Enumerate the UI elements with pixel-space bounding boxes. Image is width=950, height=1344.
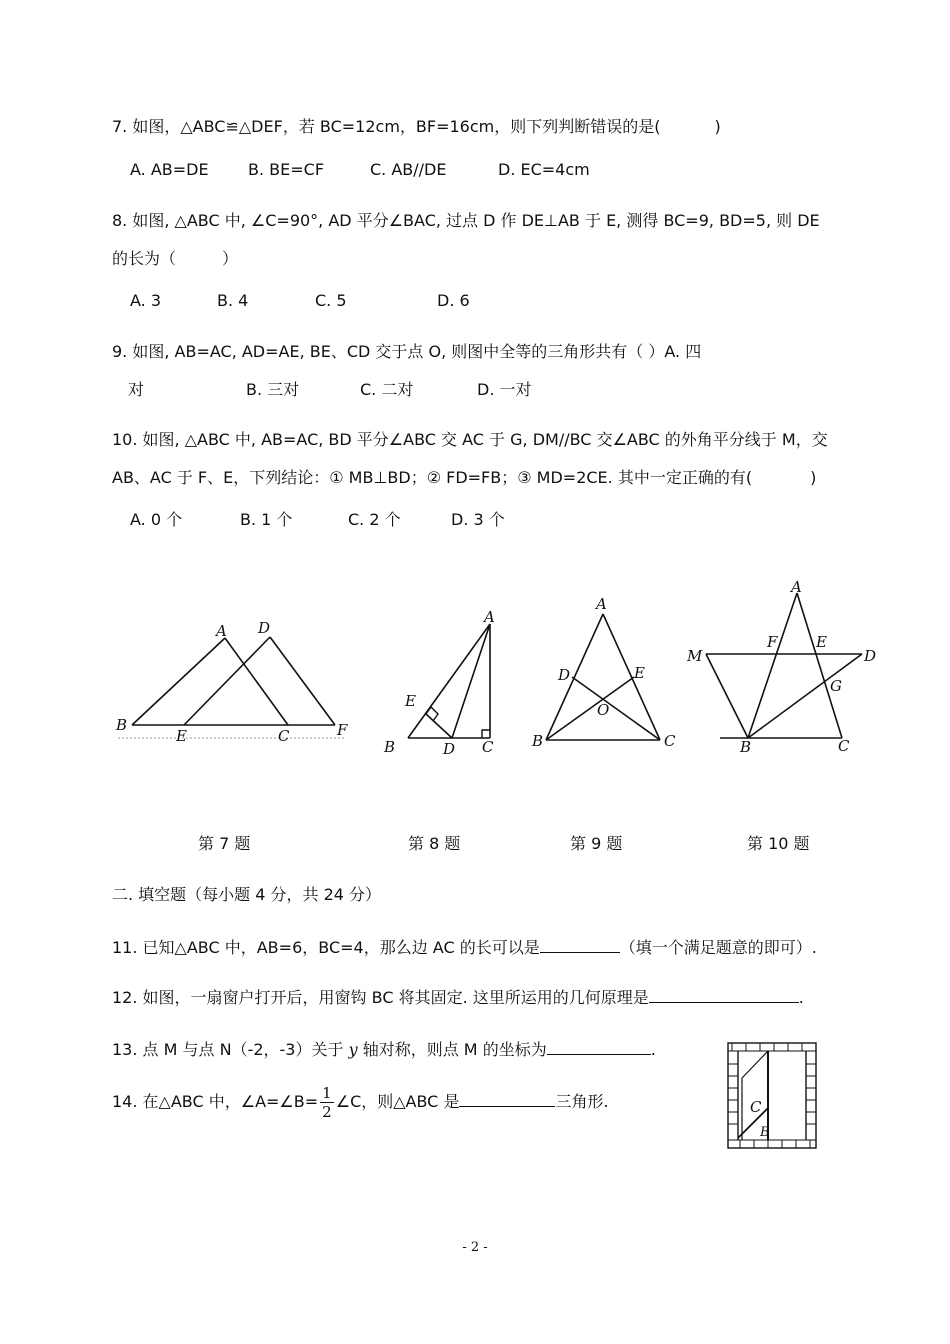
q10-option-c: C. 2 个 [348, 510, 401, 529]
fig12-label-b: B [760, 1125, 770, 1140]
q7-stem [112, 116, 721, 138]
figure-9 [531, 595, 676, 750]
q8-option-b: B. 4 [217, 291, 249, 310]
fig10-label-a: A [791, 578, 802, 596]
fig7-label-f: F [337, 721, 348, 739]
q9-option-d: D. 一对 [477, 380, 532, 399]
q7-option-c: C. AB//DE [370, 160, 447, 179]
q8-option-a: A. 3 [130, 291, 162, 310]
fig9-label-b: B [532, 732, 544, 750]
q14-frac-den: 2 [322, 1103, 332, 1121]
fig8-label-b: B [384, 738, 396, 756]
fig8-label-a: A [484, 608, 495, 626]
q11-after: （填一个满足题意的即可）. [619, 938, 817, 957]
fig9-label-a: A [596, 595, 607, 613]
fig10-label-d: D [864, 647, 877, 665]
fig7-label-b: B [116, 716, 128, 734]
q7-option-b: B. BE=CF [248, 160, 325, 179]
q14-frac-num: 1 [322, 1084, 332, 1102]
q13-answer-blank[interactable] [547, 1038, 651, 1055]
fig7-label-e: E [176, 727, 187, 745]
section2-heading: 二. 填空题（每小题 4 分，共 24 分） [112, 885, 382, 904]
fig10-label-g: G [830, 677, 842, 695]
q7-option-a: A. AB=DE [130, 160, 209, 179]
q12-answer-blank[interactable] [649, 986, 799, 1003]
figure-8 [383, 608, 495, 758]
q10-stem-line2-text: AB、AC 于 F、E，下列结论：① MB⊥BD；② FD=FB；③ MD=2CE. 其中一定正确的有( [112, 468, 753, 487]
fig10-label-b: B [740, 738, 752, 756]
q9-stem: 9. 如图, AB=AC, AD=AE, BE、CD 交于点 O, 则图中全等的三角形共有（ ）A. 四 [112, 342, 702, 361]
q7-paren-close: ) [714, 117, 721, 136]
figure-7 [115, 619, 348, 745]
page-number: - 2 - [462, 1240, 488, 1255]
figures-row [0, 575, 950, 815]
q9-option-b: B. 三对 [246, 380, 300, 399]
q7-stem-text: 7. 如图，△ABC≌△DEF，若 BC=12cm，BF=16cm，则下列判断错误的是( [112, 117, 661, 136]
fig9-label-c: C [664, 732, 676, 750]
q14-before: 14. 在△ABC 中，∠A=∠B= [112, 1092, 319, 1111]
q13 [112, 1038, 656, 1061]
q11-answer-blank[interactable] [540, 936, 620, 953]
q13-middle: 轴对称，则点 M 的坐标为 [362, 1040, 547, 1059]
q10-option-d: D. 3 个 [451, 510, 505, 529]
q8-paren-close: ） [222, 249, 239, 268]
fig10-caption: 第 10 题 [747, 834, 810, 853]
fig9-caption: 第 9 题 [570, 834, 623, 853]
fig8-label-e: E [405, 692, 416, 710]
fig10-label-e: E [816, 633, 827, 651]
q13-var-y: y [348, 1040, 358, 1059]
q10-option-a: A. 0 个 [130, 510, 183, 529]
figure-12-window [722, 1040, 822, 1152]
q8-stem-line1: 8. 如图, △ABC 中, ∠C=90°, AD 平分∠BAC, 过点 D 作 DE⊥AB 于 E, 测得 BC=9, BD=5, 则 DE [112, 211, 820, 230]
q8-option-c: C. 5 [315, 291, 347, 310]
q11-before: 11. 已知△ABC 中，AB=6，BC=4，那么边 AC 的长可以是 [112, 938, 540, 957]
fig8-label-d: D [443, 740, 456, 758]
q8-stem-line2 [112, 248, 238, 270]
q13-after: . [650, 1040, 656, 1059]
fig7-caption: 第 7 题 [198, 834, 251, 853]
fig7-label-c: C [278, 727, 290, 745]
q14-answer-blank[interactable] [459, 1090, 555, 1107]
q12-after: . [798, 988, 804, 1007]
fig8-label-c: C [482, 738, 494, 756]
fig7-label-a: A [216, 622, 227, 640]
q12 [112, 986, 804, 1009]
q9-option-a-cont: 对 [128, 380, 145, 399]
q13-before: 13. 点 M 与点 N（-2，-3）关于 [112, 1040, 344, 1059]
q14 [112, 1078, 609, 1126]
q11 [112, 936, 817, 959]
fig7-label-d: D [258, 619, 271, 637]
q10-option-b: B. 1 个 [240, 510, 293, 529]
q7-option-d: D. EC=4cm [498, 160, 590, 179]
q8-option-d: D. 6 [437, 291, 470, 310]
fig8-caption: 第 8 题 [408, 834, 461, 853]
fig12-label-c: C [750, 1098, 762, 1116]
q10-stem-line2 [112, 467, 816, 489]
q10-paren-close: ) [810, 468, 817, 487]
q14-middle: ∠C，则△ABC 是 [335, 1092, 460, 1111]
fig9-label-e: E [634, 664, 645, 682]
q9-option-c: C. 二对 [360, 380, 414, 399]
q14-fraction [320, 1084, 334, 1121]
fig9-label-o: O [597, 701, 610, 719]
q12-before: 12. 如图，一扇窗户打开后，用窗钩 BC 将其固定. 这里所运用的几何原理是 [112, 988, 649, 1007]
fig10-label-m: M [687, 647, 703, 665]
q14-after: 三角形. [555, 1092, 609, 1111]
fig9-label-d: D [558, 666, 571, 684]
q10-stem-line1: 10. 如图, △ABC 中, AB=AC, BD 平分∠ABC 交 AC 于 G, DM//BC 交∠ABC 的外角平分线于 M，交 [112, 430, 828, 449]
q8-stem-line2-text: 的长为（ [112, 249, 177, 268]
figure-10 [686, 578, 876, 756]
fig10-label-f: F [767, 633, 778, 651]
fig10-label-c: C [838, 737, 850, 755]
